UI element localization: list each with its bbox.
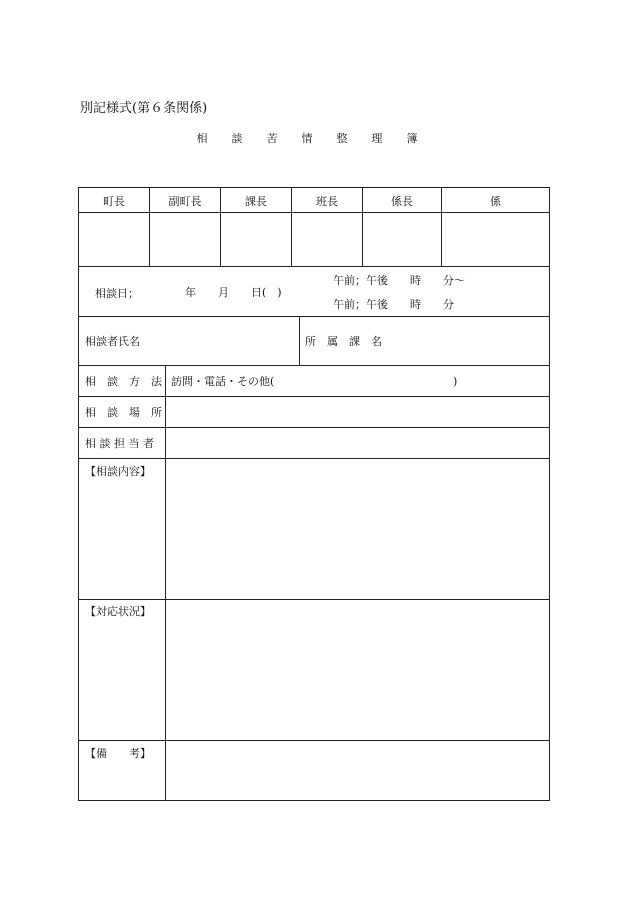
start-hour-label[interactable]: 時 (410, 274, 421, 287)
stamp-box-staff[interactable] (442, 213, 549, 266)
stamp-box-section-chief[interactable] (221, 213, 291, 266)
divider (79, 427, 549, 428)
end-hour-label[interactable]: 時 (410, 298, 421, 311)
remarks-label: 【備 考】 (85, 747, 151, 760)
page-title: 相談苦情整理簿 (196, 132, 442, 145)
divider (79, 266, 549, 267)
consult-place-field[interactable] (167, 398, 547, 426)
divider (79, 365, 549, 366)
start-ampm[interactable]: 午前；午後 (333, 274, 388, 287)
year-label[interactable]: 年 (185, 286, 196, 299)
consulter-name-field[interactable] (179, 317, 297, 364)
consult-content-field[interactable] (167, 460, 547, 598)
consult-staff-label: 相 談 担 当 者 (85, 437, 154, 450)
consulter-name-label: 相談者氏名 (85, 335, 140, 348)
divider (79, 458, 549, 459)
department-label: 所 属 課 名 (305, 335, 382, 348)
approval-col-team-leader: 班長 (316, 195, 338, 208)
approval-col-staff: 係 (490, 195, 501, 208)
approval-col-mayor: 町長 (103, 195, 125, 208)
approval-col-section-chief: 課長 (245, 195, 267, 208)
approval-col-unit-chief: 係長 (391, 195, 413, 208)
form-label: 別記様式(第６条関係) (80, 101, 208, 116)
consult-method-options[interactable]: 訪問・電話・その他( (171, 375, 275, 388)
consult-content-label: 【相談内容】 (85, 465, 151, 478)
month-label[interactable]: 月 (218, 286, 229, 299)
stamp-box-unit-chief[interactable] (363, 213, 441, 266)
start-minute-label[interactable]: 分〜 (443, 274, 465, 287)
divider (79, 599, 549, 600)
response-status-field[interactable] (167, 601, 547, 739)
divider (79, 396, 549, 397)
stamp-box-deputy-mayor[interactable] (150, 213, 220, 266)
divider (79, 740, 549, 741)
consult-date-label: 相談日； (95, 287, 139, 300)
department-field[interactable] (419, 317, 547, 364)
consult-method-label: 相 談 方 法 (85, 375, 162, 388)
consult-place-label: 相 談 場 所 (85, 406, 162, 419)
divider (165, 365, 166, 800)
stamp-box-mayor[interactable] (79, 213, 149, 266)
day-label[interactable]: 日( ) (251, 286, 282, 299)
consult-method-close: ) (453, 375, 458, 388)
response-status-label: 【対応状況】 (85, 605, 151, 618)
divider (299, 316, 300, 365)
remarks-field[interactable] (167, 742, 547, 799)
approval-col-deputy-mayor: 副町長 (168, 195, 202, 208)
consult-staff-field[interactable] (167, 429, 547, 457)
end-ampm[interactable]: 午前；午後 (333, 298, 388, 311)
consultation-form (78, 187, 550, 801)
stamp-box-team-leader[interactable] (292, 213, 362, 266)
end-minute-label[interactable]: 分 (443, 298, 454, 311)
